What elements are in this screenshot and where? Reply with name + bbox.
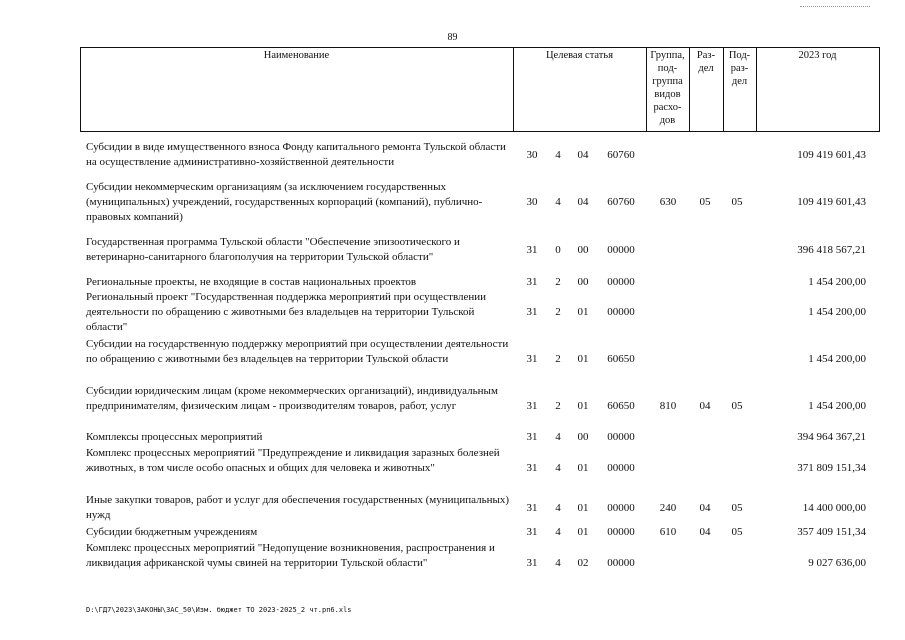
row-amount: 109 419 601,43 [797, 196, 866, 208]
row-code-vr: 630 [659, 196, 677, 208]
row-amount: 371 809 151,34 [797, 462, 866, 474]
row-code-p1: 31 [526, 462, 538, 474]
header-top-rule [80, 47, 880, 48]
row-amount: 1 454 200,00 [808, 306, 866, 318]
header-bottom-rule [80, 131, 880, 132]
row-code-p4: 00000 [607, 276, 635, 288]
row-amount: 1 454 200,00 [808, 353, 866, 365]
row-name: Государственная программа Тульской области "Обеспечение эпизоотического и ветеринарно-санитарного благополучия на территории Тульской области" [86, 236, 460, 263]
row-code-p1: 31 [526, 276, 538, 288]
row-code-p3: 01 [577, 501, 589, 514]
row-name: Комплекс процессных мероприятий "Недопущение возникновения, распространения и ликвидация африканской чумы свиней на территории Тульской области" [86, 542, 495, 569]
row-code-p3: 01 [577, 306, 589, 318]
row-code-p4: 60760 [607, 148, 635, 161]
row-code-p1: 31 [526, 557, 538, 569]
row-code-p4: 00000 [607, 501, 635, 514]
header-subsection: Под- раз- дел [728, 50, 751, 87]
row-code-p1: 30 [526, 196, 538, 208]
row-code-pr: 05 [731, 400, 743, 412]
row-code-p3: 01 [577, 462, 589, 474]
row-code-p4: 00000 [607, 462, 635, 474]
row-code-rz: 04 [699, 501, 711, 514]
row-code-p2: 4 [555, 557, 561, 569]
row-code-vr: 240 [659, 501, 677, 514]
row-name: Субсидии в виде имущественного взноса Фонду капитального ремонта Тульской области на осуществление административно-хозяйственной деятельности [86, 141, 506, 168]
file-path-footer: D:\ГД7\2023\ЗАКОНЫ\ЗАС_50\Изм. бюджет ТО 2023-2025_2 чт.рп6.xls [86, 606, 352, 614]
row-name: Субсидии бюджетным учреждениям [86, 526, 258, 538]
header-divider [879, 47, 880, 132]
row-code-pr: 05 [731, 501, 743, 514]
row-name: Комплекс процессных мероприятий "Предупреждение и ликвидация заразных болезней животных, в том числе особо опасных и общих для человека и животных" [86, 447, 500, 474]
row-name: Субсидии юридическим лицам (кроме некоммерческих организаций), индивидуальным предпринимателям, физическим лицам - производителям товаров, работ, услуг [86, 385, 498, 412]
row-code-pr: 05 [731, 526, 743, 538]
header-section: Раз- дел [696, 50, 716, 74]
row-code-p4: 00000 [607, 431, 635, 443]
row-code-p1: 31 [526, 526, 538, 538]
row-code-p4: 00000 [607, 306, 635, 318]
row-code-p3: 04 [577, 196, 589, 208]
row-code-pr: 05 [731, 196, 743, 208]
row-code-p3: 01 [577, 353, 589, 365]
row-code-rz: 05 [699, 196, 711, 208]
row-code-p1: 31 [526, 501, 538, 514]
row-code-p4: 00000 [607, 243, 635, 256]
row-code-p2: 4 [555, 501, 561, 514]
row-amount: 1 454 200,00 [808, 400, 866, 412]
header-year: 2023 год [798, 50, 837, 61]
row-amount: 396 418 567,21 [797, 243, 866, 256]
row-code-p4: 60650 [607, 353, 635, 365]
row-name: Иные закупки товаров, работ и услуг для обеспечения государственных (муниципальных) нужд [86, 494, 510, 521]
row-name: Субсидии на государственную поддержку мероприятий при осуществлении деятельности по обращению с животными без владельцев на территории Тульской области [86, 338, 509, 365]
header-name: Наименование [263, 50, 330, 61]
row-name: Региональные проекты, не входящие в состав национальных проектов [86, 276, 417, 288]
corner-mark [800, 6, 870, 7]
row-code-p1: 30 [526, 148, 538, 161]
row-code-vr: 810 [659, 400, 677, 412]
row-code-p1: 31 [526, 243, 538, 256]
row-name: Субсидии некоммерческим организациям (за исключением государственных (муниципальных) учреждений, государственных корпораций (компаний), публично-правовых компаний) [86, 181, 483, 223]
row-code-rz: 04 [699, 526, 711, 538]
row-name: Региональный проект "Государственная поддержка мероприятий при осуществлении деятельности по обращению с животными без владельцев на территории Тульской области" [86, 291, 487, 333]
page-number: 89 [447, 32, 458, 43]
row-code-p4: 00000 [607, 557, 635, 569]
row-code-p2: 4 [555, 526, 561, 538]
row-code-p2: 4 [555, 148, 561, 161]
row-code-p2: 4 [555, 431, 561, 443]
row-amount: 9 027 636,00 [808, 557, 866, 569]
row-code-p2: 2 [555, 353, 561, 365]
row-code-vr: 610 [659, 526, 677, 538]
row-code-p3: 02 [577, 557, 589, 569]
row-code-p4: 60760 [607, 196, 635, 208]
row-code-p2: 2 [555, 276, 561, 288]
row-code-p2: 2 [555, 400, 561, 412]
row-code-p3: 00 [577, 431, 589, 443]
row-code-p3: 01 [577, 400, 589, 412]
row-code-p2: 2 [555, 306, 561, 318]
header-group: Группа, под- группа видов расхо- дов [650, 50, 685, 126]
row-code-p1: 31 [526, 353, 538, 365]
table-header [80, 47, 880, 132]
row-code-p3: 01 [577, 526, 589, 538]
row-code-p2: 4 [555, 462, 561, 474]
row-code-p1: 31 [526, 431, 538, 443]
row-code-p2: 0 [555, 243, 561, 256]
row-amount: 357 409 151,34 [797, 526, 866, 538]
header-target: Целевая статья [545, 50, 614, 61]
row-code-p3: 04 [577, 148, 589, 161]
row-code-p1: 31 [526, 400, 538, 412]
row-name: Комплексы процессных мероприятий [86, 431, 263, 443]
row-code-p4: 60650 [607, 400, 635, 412]
row-amount: 1 454 200,00 [808, 276, 866, 288]
row-code-rz: 04 [699, 400, 711, 412]
row-code-p1: 31 [526, 306, 538, 318]
row-code-p3: 00 [577, 243, 589, 256]
row-code-p3: 00 [577, 276, 589, 288]
row-amount: 109 419 601,43 [797, 148, 866, 161]
row-code-p2: 4 [555, 196, 561, 208]
row-amount: 14 400 000,00 [802, 501, 866, 514]
row-amount: 394 964 367,21 [797, 431, 866, 443]
row-code-p4: 00000 [607, 526, 635, 538]
